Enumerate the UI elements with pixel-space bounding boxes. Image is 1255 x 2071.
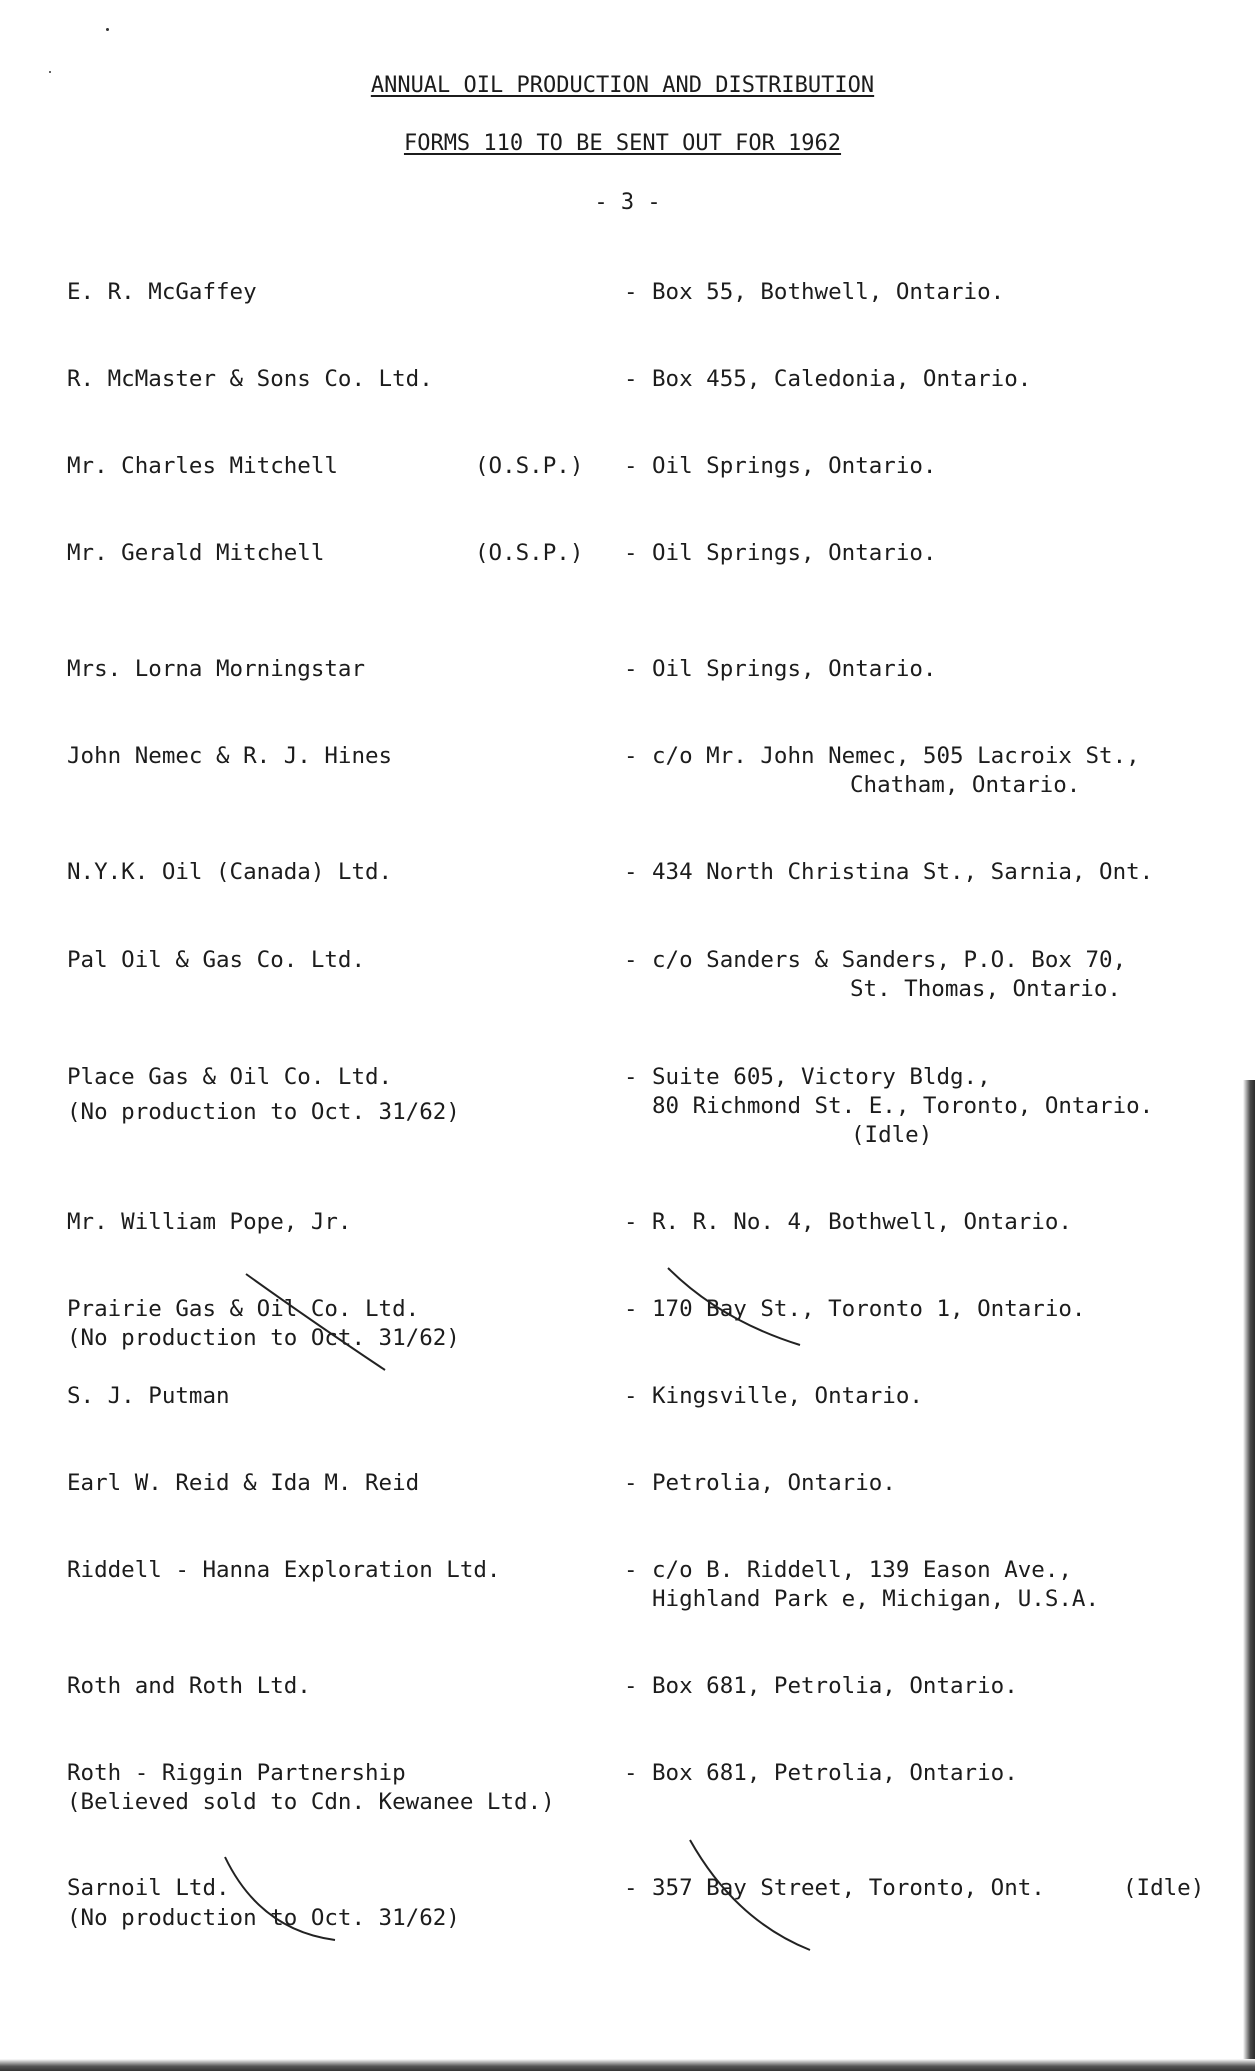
entry-name: E. R. McGaffey — [67, 279, 257, 305]
entry-note: (No production to Oct. 31/62) — [67, 1325, 460, 1351]
separator-dash: - — [624, 1296, 638, 1322]
separator-dash: - — [624, 1875, 638, 1901]
entry-name: Mr. William Pope, Jr. — [67, 1209, 352, 1235]
separator-dash: - — [624, 1470, 638, 1496]
entry-tag: (O.S.P.) — [475, 453, 584, 479]
separator-dash: - — [624, 1673, 638, 1699]
entry-note: (Believed sold to Cdn. Kewanee Ltd.) — [67, 1789, 555, 1815]
entry-address: 434 North Christina St., Sarnia, Ont. — [652, 859, 1154, 885]
scan-edge-bottom — [0, 2059, 1255, 2071]
entry-address: Suite 605, Victory Bldg., — [652, 1064, 991, 1090]
entry-name: Mr. Charles Mitchell — [67, 453, 338, 479]
entry-name: Roth - Riggin Partnership — [67, 1760, 406, 1786]
separator-dash: - — [624, 453, 638, 479]
scan-speck — [106, 28, 109, 31]
entry-name: Mrs. Lorna Morningstar — [67, 656, 366, 682]
entry-address-line2: Highland Park e, Michigan, U.S.A. — [652, 1586, 1100, 1612]
entry-address: Box 55, Bothwell, Ontario. — [652, 279, 1005, 305]
separator-dash: - — [624, 1383, 638, 1409]
entry-name: N.Y.K. Oil (Canada) Ltd. — [67, 859, 393, 885]
entry-address-line2: Chatham, Ontario. — [850, 772, 1081, 798]
entry-address: Kingsville, Ontario. — [652, 1383, 923, 1409]
entry-name: Place Gas & Oil Co. Ltd. — [67, 1064, 393, 1090]
separator-dash: - — [624, 540, 638, 566]
entry-address: Oil Springs, Ontario. — [652, 656, 937, 682]
entry-name: Sarnoil Ltd. — [67, 1875, 230, 1901]
entry-address: 170 Bay St., Toronto 1, Ontario. — [652, 1296, 1086, 1322]
page-number: - 3 - — [594, 190, 661, 215]
separator-dash: - — [624, 279, 638, 305]
entry-tag: (O.S.P.) — [475, 540, 584, 566]
entry-address: c/o Mr. John Nemec, 505 Lacroix St., — [652, 743, 1140, 769]
entry-address-line2: 80 Richmond St. E., Toronto, Ontario. — [652, 1093, 1154, 1119]
entry-name: Roth and Roth Ltd. — [67, 1673, 311, 1699]
entry-status-idle: (Idle) — [1123, 1875, 1205, 1901]
separator-dash: - — [624, 1064, 638, 1090]
separator-dash: - — [624, 947, 638, 973]
entry-address-line3: (Idle) — [851, 1122, 933, 1148]
entry-address: Oil Springs, Ontario. — [652, 453, 937, 479]
entry-address: Petrolia, Ontario. — [652, 1470, 896, 1496]
entry-address: c/o B. Riddell, 139 Eason Ave., — [652, 1557, 1072, 1583]
separator-dash: - — [624, 656, 638, 682]
entry-address: Box 455, Caledonia, Ontario. — [652, 366, 1032, 392]
entry-name: John Nemec & R. J. Hines — [67, 743, 393, 769]
entry-address: Box 681, Petrolia, Ontario. — [652, 1673, 1018, 1699]
entry-address: Box 681, Petrolia, Ontario. — [652, 1760, 1018, 1786]
entry-name: Earl W. Reid & Ida M. Reid — [67, 1470, 420, 1496]
entry-name: S. J. Putman — [67, 1383, 230, 1409]
document-subtitle: FORMS 110 TO BE SENT OUT FOR 1962 — [403, 131, 842, 156]
entry-note: (No production to Oct. 31/62) — [67, 1905, 460, 1931]
entry-name: Prairie Gas & Oil Co. Ltd. — [67, 1296, 420, 1322]
entry-address: 357 Bay Street, Toronto, Ont. — [652, 1875, 1045, 1901]
separator-dash: - — [624, 743, 638, 769]
entry-address-line2: St. Thomas, Ontario. — [850, 976, 1121, 1002]
entry-name: Mr. Gerald Mitchell — [67, 540, 325, 566]
scan-speck — [49, 71, 51, 73]
separator-dash: - — [624, 366, 638, 392]
separator-dash: - — [624, 859, 638, 885]
entry-note: (No production to Oct. 31/62) — [67, 1099, 460, 1125]
separator-dash: - — [624, 1760, 638, 1786]
scan-edge-right — [1243, 1080, 1255, 2071]
separator-dash: - — [624, 1209, 638, 1235]
entry-name: R. McMaster & Sons Co. Ltd. — [67, 366, 433, 392]
entry-name: Pal Oil & Gas Co. Ltd. — [67, 947, 366, 973]
separator-dash: - — [624, 1557, 638, 1583]
entry-address: R. R. No. 4, Bothwell, Ontario. — [652, 1209, 1072, 1235]
document-title: ANNUAL OIL PRODUCTION AND DISTRIBUTION — [370, 73, 875, 98]
entry-address: Oil Springs, Ontario. — [652, 540, 937, 566]
entry-address: c/o Sanders & Sanders, P.O. Box 70, — [652, 947, 1127, 973]
entry-name: Riddell - Hanna Exploration Ltd. — [67, 1557, 501, 1583]
